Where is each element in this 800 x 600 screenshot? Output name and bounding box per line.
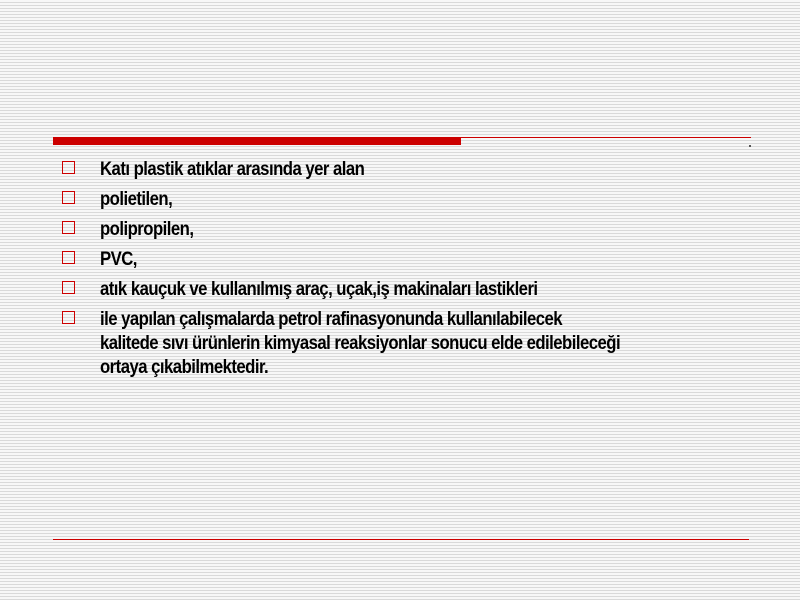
header-divider bbox=[53, 135, 751, 147]
bullet-item bbox=[60, 308, 750, 380]
bullet-text: PVC, bbox=[100, 249, 137, 270]
bullet-item bbox=[60, 188, 750, 212]
header-divider-thick-bar bbox=[53, 137, 461, 145]
square-outline-bullet-icon bbox=[62, 251, 75, 264]
bullet-item bbox=[60, 158, 750, 182]
header-divider-thin-line bbox=[461, 137, 751, 138]
bullet-item bbox=[60, 218, 750, 242]
square-outline-bullet-icon bbox=[62, 161, 75, 174]
bullet-text bbox=[100, 308, 750, 380]
bullet-text: atık kauçuk ve kullanılmış araç, uçak,iş makinaları lastikleri bbox=[100, 279, 538, 300]
bullet-text-line: kalitede sıvı ürünlerin kimyasal reaksiyonlar sonucu elde edilebileceği bbox=[100, 333, 621, 354]
header-divider-end-mark bbox=[749, 145, 751, 147]
square-outline-bullet-icon bbox=[62, 311, 75, 324]
bullet-text: Katı plastik atıklar arasında yer alan bbox=[100, 159, 365, 180]
bullet-text: polietilen, bbox=[100, 189, 173, 210]
bullet-list bbox=[60, 158, 750, 386]
square-outline-bullet-icon bbox=[62, 221, 75, 234]
bullet-text: polipropilen, bbox=[100, 219, 194, 240]
square-outline-bullet-icon bbox=[62, 281, 75, 294]
bullet-item bbox=[60, 278, 750, 302]
bullet-text-line: ortaya çıkabilmektedir. bbox=[100, 357, 269, 378]
bullet-text-line: ile yapılan çalışmalarda petrol rafinasyonunda kullanılabilecek bbox=[100, 309, 563, 330]
footer-divider bbox=[53, 539, 749, 540]
bullet-item bbox=[60, 248, 750, 272]
square-outline-bullet-icon bbox=[62, 191, 75, 204]
